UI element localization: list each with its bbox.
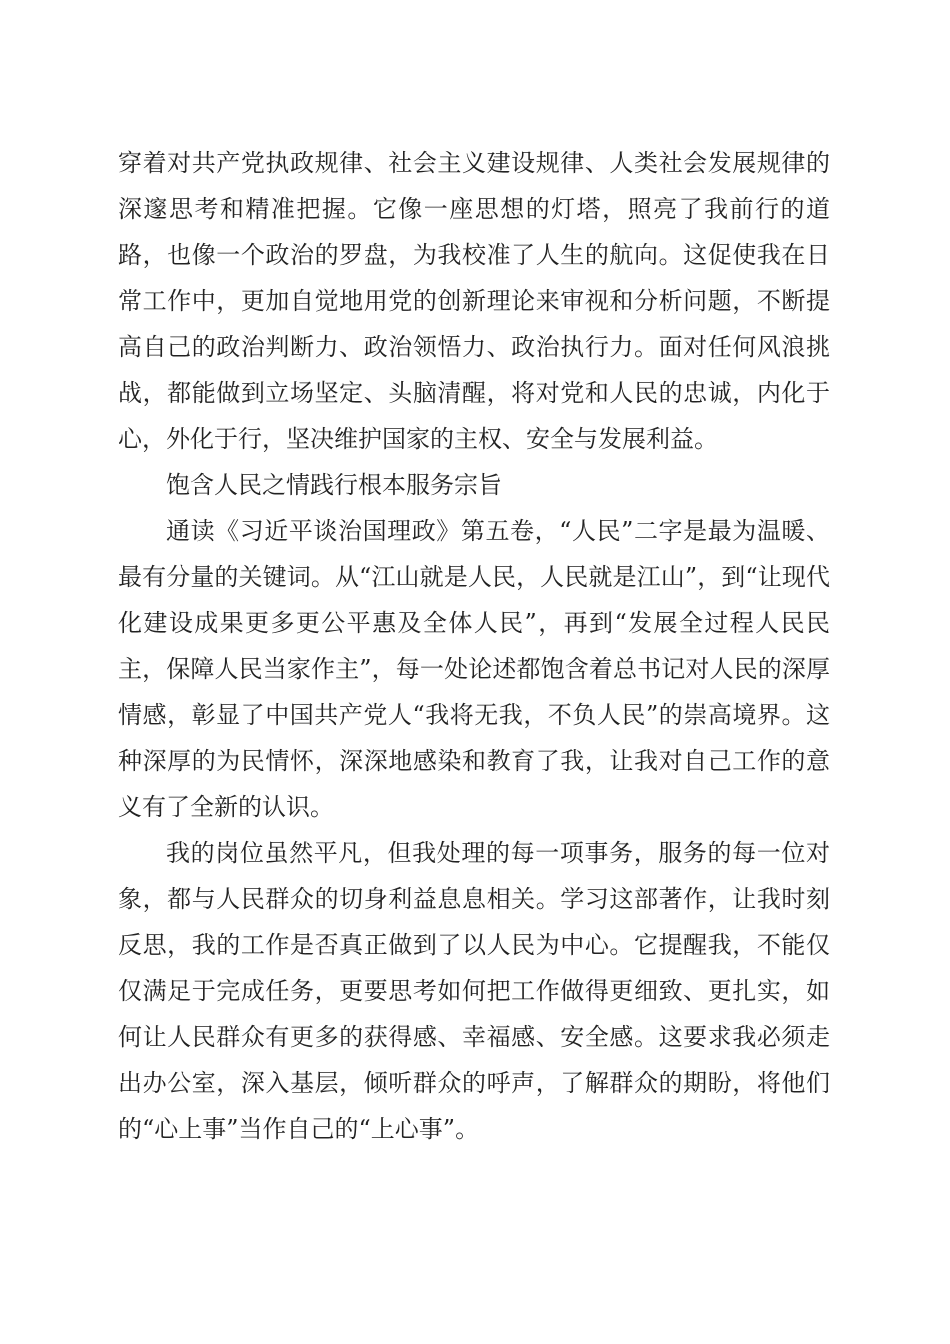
section-heading: 饱含人民之情践行根本服务宗旨 — [166, 471, 502, 499]
paragraph: 通读《习近平谈治国理政》第五卷，“人民”二字是最为温暖、最有分量的关键词。从“江山就是人民，人民就是江山”，到“让现代化建设成果更多更公平惠及全体人民”，再到“发展全过程人民民主，保障人民当家作主”，每一处论述都饱含着总书记对人民的深厚情感，彰显了中国共产党人“我将无我，不负人民”的崇高境界。这种深厚的为民情怀，深深地感染和教育了我，让我对自己工作的意义有了全新的认识。 — [118, 517, 830, 821]
document-body — [118, 140, 830, 1152]
paragraph-continuation: 穿着对共产党执政规律、社会主义建设规律、人类社会发展规律的深邃思考和精准把握。它像一座思想的灯塔，照亮了我前行的道路，也像一个政治的罗盘，为我校准了人生的航向。这促使我在日常工作中，更加自觉地用党的创新理论来审视和分析问题，不断提高自己的政治判断力、政治领悟力、政治执行力。面对任何风浪挑战，都能做到立场坚定、头脑清醒，将对党和人民的忠诚，内化于心，外化于行，坚决维护国家的主权、安全与发展利益。 — [118, 149, 830, 453]
paragraph: 我的岗位虽然平凡，但我处理的每一项事务，服务的每一位对象，都与人民群众的切身利益息息相关。学习这部著作，让我时刻反思，我的工作是否真正做到了以人民为中心。它提醒我，不能仅仅满足于完成任务，更要思考如何把工作做得更细致、更扎实，如何让人民群众有更多的获得感、幸福感、安全感。这要求我必须走出办公室，深入基层，倾听群众的呼声，了解群众的期盼，将他们的“心上事”当作自己的“上心事”。 — [118, 839, 830, 1143]
